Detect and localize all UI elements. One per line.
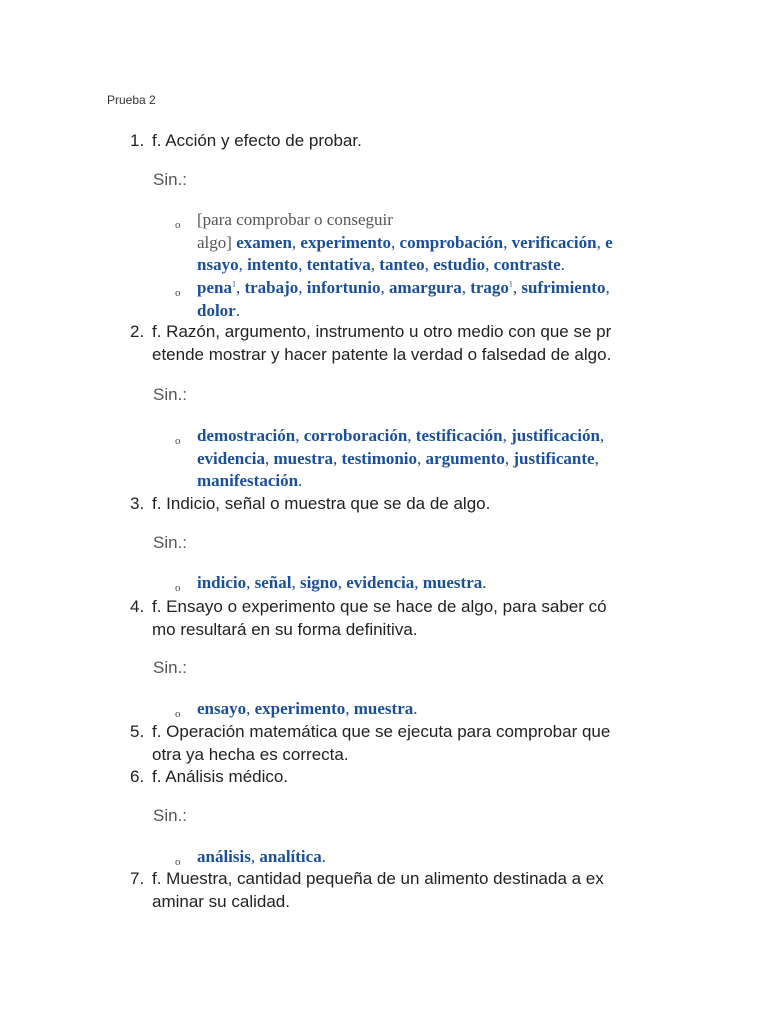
item-number: 2. xyxy=(130,322,145,341)
item-number: 4. xyxy=(130,597,145,616)
synonym-link[interactable]: estudio xyxy=(433,255,486,274)
item-number: 7. xyxy=(130,869,145,888)
synonym-link[interactable]: justificación xyxy=(511,426,600,445)
item-number: 5. xyxy=(130,722,145,741)
synonym-link[interactable]: tentativa xyxy=(306,255,371,274)
sin-label: Sin.: xyxy=(153,385,188,404)
synonym-link[interactable]: muestra xyxy=(273,448,333,468)
synonym-link[interactable]: trabajo xyxy=(244,278,299,297)
synonym-link[interactable]: pena xyxy=(197,278,232,297)
sin-label: Sin.: xyxy=(153,533,188,552)
synonym-link[interactable]: testificación xyxy=(415,426,503,445)
synonym-link[interactable]: muestra xyxy=(422,573,483,592)
definition-text: f. Razón, argumento, instrumento u otro medio con que se pr etende mostrar y hacer patente la verdad o falsedad de algo. xyxy=(152,322,612,364)
synonym-link[interactable]: trago xyxy=(470,278,509,297)
synonym-link[interactable]: amargura xyxy=(388,278,462,297)
definition-text: f. Muestra, cantidad pequeña de un alimento destinada a ex aminar su calidad. xyxy=(152,869,604,911)
synonym-link[interactable]: signo xyxy=(299,573,338,592)
synonym-link[interactable]: sufrimiento xyxy=(521,278,606,297)
sin-label: Sin.: xyxy=(153,170,188,189)
synonym-link[interactable]: verificación xyxy=(511,232,597,252)
synonym-link[interactable]: dolor xyxy=(197,300,236,320)
synonym-link[interactable]: nsayo xyxy=(197,255,239,274)
synonym-link[interactable]: testimonio xyxy=(341,448,418,468)
bullet-marker: o xyxy=(175,856,181,868)
bullet-marker: o xyxy=(175,435,181,447)
synonym-link[interactable]: experimento xyxy=(300,232,392,252)
synonym-link[interactable]: e xyxy=(605,232,613,252)
definition-text: f. Análisis médico. xyxy=(152,767,289,786)
bullet-marker: o xyxy=(175,582,181,594)
synonym-link[interactable]: comprobación xyxy=(399,232,504,252)
synonym-link[interactable]: infortunio xyxy=(306,278,381,297)
definition-text: f. Operación matemática que se ejecuta para comprobar que otra ya hecha es correcta. xyxy=(152,722,611,764)
definition-text: f. Indicio, señal o muestra que se da de algo. xyxy=(152,494,491,513)
sense-superscript: 1 xyxy=(508,279,513,289)
synonym-link[interactable]: argumento xyxy=(425,448,505,468)
synonym-link[interactable]: contraste xyxy=(493,255,561,274)
synonym-link[interactable]: manifestación xyxy=(197,471,299,490)
synonym-link[interactable]: evidencia xyxy=(346,573,415,592)
bullet-marker: o xyxy=(175,708,181,720)
synonym-link[interactable]: corroboración xyxy=(303,426,408,445)
sense-note: algo] xyxy=(197,232,232,252)
synonym-link[interactable]: muestra xyxy=(353,699,414,718)
synonym-link[interactable]: señal xyxy=(254,573,292,592)
sin-label: Sin.: xyxy=(153,658,188,677)
synonym-link[interactable]: indicio xyxy=(197,573,247,592)
item-number: 3. xyxy=(130,494,145,513)
definition-text: f. Acción y efecto de probar. xyxy=(152,131,362,150)
sin-label: Sin.: xyxy=(153,806,188,825)
sense-superscript: 1 xyxy=(231,279,236,289)
page-header: Prueba 2 xyxy=(107,93,156,107)
synonym-link[interactable]: analítica xyxy=(259,847,322,866)
bullet-marker: o xyxy=(175,287,181,299)
synonym-link[interactable]: examen xyxy=(236,232,292,252)
synonym-link[interactable]: tanteo xyxy=(379,255,425,274)
bullet-marker: o xyxy=(175,219,181,231)
synonym-link[interactable]: experimento xyxy=(254,699,346,718)
synonym-link[interactable]: evidencia xyxy=(197,448,265,468)
synonym-link[interactable]: justificante xyxy=(513,448,595,468)
synonym-link[interactable]: ensayo xyxy=(197,699,247,718)
synonym-link[interactable]: demostración xyxy=(197,426,296,445)
synonym-link[interactable]: análisis xyxy=(197,847,251,866)
item-number: 1. xyxy=(130,131,145,150)
synonym-link[interactable]: intento xyxy=(247,255,299,274)
sense-note: [para comprobar o conseguir xyxy=(197,210,393,229)
item-number: 6. xyxy=(130,767,145,786)
definition-text: f. Ensayo o experimento que se hace de algo, para saber có mo resultará en su forma definitiva. xyxy=(152,597,607,639)
